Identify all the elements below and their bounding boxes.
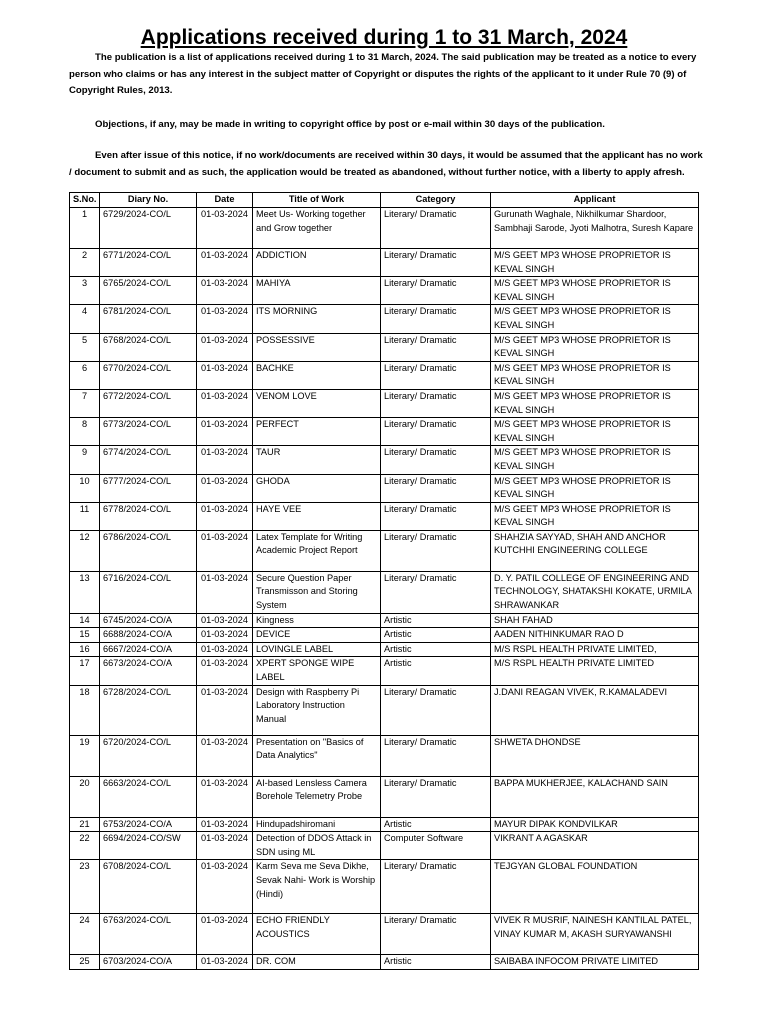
cell-diary-no: 6786/2024-CO/L [100, 530, 197, 571]
cell-diary-no: 6728/2024-CO/L [100, 685, 197, 735]
cell-sno: 13 [70, 571, 100, 613]
cell-title: DEVICE [253, 628, 381, 643]
cell-sno: 19 [70, 735, 100, 776]
cell-applicant: SHAH FAHAD [491, 613, 699, 628]
cell-date: 01-03-2024 [197, 305, 253, 333]
cell-title: GHODA [253, 474, 381, 502]
cell-applicant: M/S RSPL HEALTH PRIVATE LIMITED [491, 657, 699, 685]
cell-sno: 23 [70, 860, 100, 914]
header-diary-no: Diary No. [100, 193, 197, 208]
cell-title: Kingness [253, 613, 381, 628]
cell-diary-no: 6768/2024-CO/L [100, 333, 197, 361]
cell-sno: 9 [70, 446, 100, 474]
cell-diary-no: 6703/2024-CO/A [100, 955, 197, 970]
cell-title: Karm Seva me Seva Dikhe, Sevak Nahi- Work is Worship (Hindi) [253, 860, 381, 914]
cell-date: 01-03-2024 [197, 914, 253, 955]
cell-diary-no: 6729/2024-CO/L [100, 208, 197, 249]
header-sno: S.No. [70, 193, 100, 208]
table-row [70, 208, 699, 249]
cell-diary-no: 6771/2024-CO/L [100, 249, 197, 277]
cell-applicant: M/S GEET MP3 WHOSE PROPRIETOR IS KEVAL SINGH [491, 249, 699, 277]
cell-category: Literary/ Dramatic [381, 305, 491, 333]
cell-date: 01-03-2024 [197, 657, 253, 685]
cell-sno: 3 [70, 277, 100, 305]
table-header-row [70, 193, 699, 208]
table-row [70, 571, 699, 613]
cell-sno: 2 [70, 249, 100, 277]
cell-category: Literary/ Dramatic [381, 571, 491, 613]
cell-applicant: BAPPA MUKHERJEE, KALACHAND SAIN [491, 776, 699, 817]
cell-category: Computer Software [381, 832, 491, 860]
cell-diary-no: 6708/2024-CO/L [100, 860, 197, 914]
cell-sno: 11 [70, 502, 100, 530]
cell-applicant: J.DANI REAGAN VIVEK, R.KAMALADEVI [491, 685, 699, 735]
cell-date: 01-03-2024 [197, 860, 253, 914]
cell-title: AI-based Lensless Camera Borehole Telemetry Probe [253, 776, 381, 817]
cell-title: Secure Question Paper Transmisson and Storing System [253, 571, 381, 613]
cell-diary-no: 6765/2024-CO/L [100, 277, 197, 305]
cell-applicant: M/S GEET MP3 WHOSE PROPRIETOR IS KEVAL SINGH [491, 277, 699, 305]
table-row [70, 657, 699, 685]
cell-sno: 7 [70, 389, 100, 417]
cell-title: Latex Template for Writing Academic Project Report [253, 530, 381, 571]
cell-diary-no: 6745/2024-CO/A [100, 613, 197, 628]
cell-category: Artistic [381, 657, 491, 685]
header-category: Category [381, 193, 491, 208]
cell-applicant: M/S GEET MP3 WHOSE PROPRIETOR IS KEVAL SINGH [491, 474, 699, 502]
cell-applicant: Gurunath Waghale, Nikhilkumar Shardoor, Sambhaji Sarode, Jyoti Malhotra, Suresh Kapare [491, 208, 699, 249]
table-row [70, 776, 699, 817]
cell-sno: 17 [70, 657, 100, 685]
table-row [70, 277, 699, 305]
table-row [70, 628, 699, 643]
cell-category: Literary/ Dramatic [381, 418, 491, 446]
cell-diary-no: 6777/2024-CO/L [100, 474, 197, 502]
table-row [70, 613, 699, 628]
cell-diary-no: 6688/2024-CO/A [100, 628, 197, 643]
header-title-of-work: Title of Work [253, 193, 381, 208]
cell-title: MAHIYA [253, 277, 381, 305]
cell-diary-no: 6694/2024-CO/SW [100, 832, 197, 860]
cell-date: 01-03-2024 [197, 502, 253, 530]
cell-applicant: M/S GEET MP3 WHOSE PROPRIETOR IS KEVAL SINGH [491, 389, 699, 417]
cell-title: Presentation on "Basics of Data Analytics" [253, 735, 381, 776]
cell-title: BACHKE [253, 361, 381, 389]
cell-applicant: M/S GEET MP3 WHOSE PROPRIETOR IS KEVAL SINGH [491, 418, 699, 446]
notice-paragraph-3: Even after issue of this notice, if no work/documents are received within 30 days, it would be assumed that the applicant has no work / document to submit and as such, the application would be treated as abandoned, without further notice, with a liberty to apply afresh. [69, 150, 703, 178]
cell-diary-no: 6716/2024-CO/L [100, 571, 197, 613]
table-row [70, 418, 699, 446]
cell-applicant: SHWETA DHONDSE [491, 735, 699, 776]
document-title: Applications received during 1 to 31 March, 2024 [140, 26, 628, 49]
table-row [70, 685, 699, 735]
cell-date: 01-03-2024 [197, 571, 253, 613]
cell-applicant: VIKRANT A AGASKAR [491, 832, 699, 860]
table-row [70, 389, 699, 417]
cell-applicant: M/S GEET MP3 WHOSE PROPRIETOR IS KEVAL SINGH [491, 305, 699, 333]
cell-date: 01-03-2024 [197, 333, 253, 361]
cell-category: Literary/ Dramatic [381, 277, 491, 305]
cell-diary-no: 6667/2024-CO/A [100, 642, 197, 657]
table-row [70, 446, 699, 474]
cell-date: 01-03-2024 [197, 613, 253, 628]
cell-category: Literary/ Dramatic [381, 474, 491, 502]
cell-title: ADDICTION [253, 249, 381, 277]
cell-diary-no: 6772/2024-CO/L [100, 389, 197, 417]
cell-date: 01-03-2024 [197, 832, 253, 860]
cell-date: 01-03-2024 [197, 735, 253, 776]
cell-title: HAYE VEE [253, 502, 381, 530]
cell-diary-no: 6770/2024-CO/L [100, 361, 197, 389]
cell-category: Literary/ Dramatic [381, 776, 491, 817]
cell-category: Literary/ Dramatic [381, 361, 491, 389]
cell-category: Literary/ Dramatic [381, 685, 491, 735]
cell-diary-no: 6673/2024-CO/A [100, 657, 197, 685]
table-row [70, 642, 699, 657]
cell-date: 01-03-2024 [197, 642, 253, 657]
cell-sno: 6 [70, 361, 100, 389]
cell-applicant: M/S RSPL HEALTH PRIVATE LIMITED, [491, 642, 699, 657]
cell-date: 01-03-2024 [197, 208, 253, 249]
cell-sno: 24 [70, 914, 100, 955]
cell-sno: 1 [70, 208, 100, 249]
table-row [70, 817, 699, 832]
table-row [70, 249, 699, 277]
table-row [70, 502, 699, 530]
cell-category: Literary/ Dramatic [381, 389, 491, 417]
header-date: Date [197, 193, 253, 208]
table-row [70, 832, 699, 860]
cell-applicant: SHAHZIA SAYYAD, SHAH AND ANCHOR KUTCHHI ENGINEERING COLLEGE [491, 530, 699, 571]
applications-table [69, 192, 699, 970]
cell-title: VENOM LOVE [253, 389, 381, 417]
cell-applicant: M/S GEET MP3 WHOSE PROPRIETOR IS KEVAL SINGH [491, 361, 699, 389]
cell-sno: 20 [70, 776, 100, 817]
cell-category: Artistic [381, 628, 491, 643]
cell-applicant: AADEN NITHINKUMAR RAO D [491, 628, 699, 643]
cell-category: Artistic [381, 613, 491, 628]
cell-date: 01-03-2024 [197, 249, 253, 277]
cell-diary-no: 6763/2024-CO/L [100, 914, 197, 955]
cell-diary-no: 6773/2024-CO/L [100, 418, 197, 446]
cell-category: Literary/ Dramatic [381, 208, 491, 249]
cell-category: Literary/ Dramatic [381, 249, 491, 277]
cell-applicant: MAYUR DIPAK KONDVILKAR [491, 817, 699, 832]
cell-date: 01-03-2024 [197, 955, 253, 970]
cell-applicant: TEJGYAN GLOBAL FOUNDATION [491, 860, 699, 914]
cell-title: Hindupadshiromani [253, 817, 381, 832]
cell-category: Literary/ Dramatic [381, 914, 491, 955]
cell-date: 01-03-2024 [197, 776, 253, 817]
cell-diary-no: 6753/2024-CO/A [100, 817, 197, 832]
table-row [70, 474, 699, 502]
cell-date: 01-03-2024 [197, 389, 253, 417]
cell-sno: 14 [70, 613, 100, 628]
cell-title: DR. COM [253, 955, 381, 970]
cell-title: TAUR [253, 446, 381, 474]
cell-applicant: VIVEK R MUSRIF, NAINESH KANTILAL PATEL, VINAY KUMAR M, AKASH SURYAWANSHI [491, 914, 699, 955]
cell-date: 01-03-2024 [197, 418, 253, 446]
cell-category: Artistic [381, 955, 491, 970]
cell-applicant: M/S GEET MP3 WHOSE PROPRIETOR IS KEVAL SINGH [491, 333, 699, 361]
cell-date: 01-03-2024 [197, 277, 253, 305]
cell-title: ECHO FRIENDLY ACOUSTICS [253, 914, 381, 955]
cell-title: XPERT SPONGE WIPE LABEL [253, 657, 381, 685]
cell-diary-no: 6778/2024-CO/L [100, 502, 197, 530]
table-row [70, 333, 699, 361]
cell-sno: 5 [70, 333, 100, 361]
cell-sno: 25 [70, 955, 100, 970]
cell-applicant: M/S GEET MP3 WHOSE PROPRIETOR IS KEVAL SINGH [491, 502, 699, 530]
table-row [70, 361, 699, 389]
cell-date: 01-03-2024 [197, 361, 253, 389]
cell-category: Literary/ Dramatic [381, 530, 491, 571]
cell-title: POSSESSIVE [253, 333, 381, 361]
cell-title: LOVINGLE LABEL [253, 642, 381, 657]
cell-date: 01-03-2024 [197, 530, 253, 571]
cell-diary-no: 6774/2024-CO/L [100, 446, 197, 474]
table-row [70, 955, 699, 970]
cell-sno: 18 [70, 685, 100, 735]
notice-paragraph-2: Objections, if any, may be made in writing to copyright office by post or e-mail within 30 days of the publication. [95, 119, 605, 130]
cell-sno: 22 [70, 832, 100, 860]
notice-paragraph-1: The publication is a list of applications received during 1 to 31 March, 2024. The said publication may be treated as a notice to every person who claims or has any interest in the subject matter of Copyright or disputes the rights of the applicant to it under Rule 70 (9) of Copyright Rules, 2013. [69, 52, 697, 97]
table-row [70, 914, 699, 955]
table-row [70, 305, 699, 333]
cell-category: Artistic [381, 817, 491, 832]
cell-applicant: D. Y. PATIL COLLEGE OF ENGINEERING AND TECHNOLOGY, SHATAKSHI KOKATE, URMILA SHRAWANKAR [491, 571, 699, 613]
table-row [70, 530, 699, 571]
cell-sno: 21 [70, 817, 100, 832]
cell-diary-no: 6720/2024-CO/L [100, 735, 197, 776]
cell-sno: 15 [70, 628, 100, 643]
cell-category: Literary/ Dramatic [381, 860, 491, 914]
cell-title: Design with Raspberry Pi Laboratory Instruction Manual [253, 685, 381, 735]
cell-category: Literary/ Dramatic [381, 502, 491, 530]
cell-category: Literary/ Dramatic [381, 446, 491, 474]
cell-applicant: M/S GEET MP3 WHOSE PROPRIETOR IS KEVAL SINGH [491, 446, 699, 474]
cell-sno: 8 [70, 418, 100, 446]
cell-sno: 4 [70, 305, 100, 333]
header-applicant: Applicant [491, 193, 699, 208]
cell-date: 01-03-2024 [197, 474, 253, 502]
cell-diary-no: 6781/2024-CO/L [100, 305, 197, 333]
table-body [70, 208, 699, 970]
cell-date: 01-03-2024 [197, 446, 253, 474]
cell-applicant: SAIBABA INFOCOM PRIVATE LIMITED [491, 955, 699, 970]
cell-title: PERFECT [253, 418, 381, 446]
cell-date: 01-03-2024 [197, 817, 253, 832]
cell-date: 01-03-2024 [197, 685, 253, 735]
table-row [70, 860, 699, 914]
cell-title: Meet Us- Working together and Grow together [253, 208, 381, 249]
cell-sno: 16 [70, 642, 100, 657]
cell-diary-no: 6663/2024-CO/L [100, 776, 197, 817]
table-row [70, 735, 699, 776]
cell-title: ITS MORNING [253, 305, 381, 333]
cell-sno: 10 [70, 474, 100, 502]
cell-category: Artistic [381, 642, 491, 657]
cell-date: 01-03-2024 [197, 628, 253, 643]
cell-category: Literary/ Dramatic [381, 735, 491, 776]
cell-category: Literary/ Dramatic [381, 333, 491, 361]
cell-sno: 12 [70, 530, 100, 571]
cell-title: Detection of DDOS Attack in SDN using ML [253, 832, 381, 860]
